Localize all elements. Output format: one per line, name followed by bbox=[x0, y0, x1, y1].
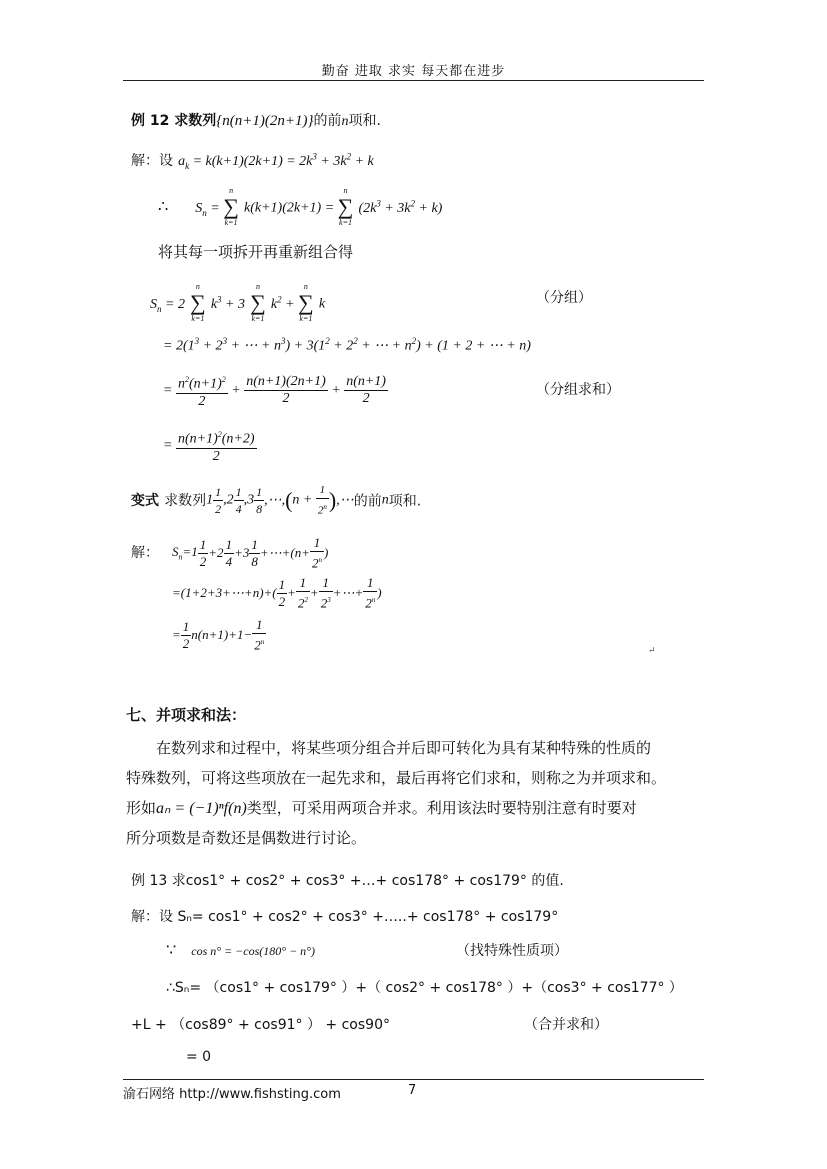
variant-result: = $\frac{1}{2}$ n(n+1)+1− $\frac{1}{2^n}$ bbox=[172, 617, 265, 653]
final-result-12: = $\frac{n(n+1)^2(n+2)}{2}$ bbox=[163, 427, 257, 465]
example-13-title: 例 13 求cos1° + cos2° + cos3° +…+ cos178° + cos179° 的值. bbox=[131, 873, 564, 889]
page-header: 勤奋 进取 求实 每天都在进步 bbox=[321, 64, 506, 79]
variant-sn: $S_n=1$ $\frac{1}{2}$ +2 $\frac{1}{4}$ +3 $\frac{1}{8}$ +⋯+(n+ $\frac{1}{2^n}$ ) bbox=[172, 535, 329, 571]
regroup-text: 将其每一项拆开再重新组合得 bbox=[158, 243, 354, 261]
pairing-line-1: ∴Sₙ= （cos1° + cos179° ）+（ cos2° + cos178° ）+（cos3° + cos177° ） bbox=[166, 980, 683, 996]
fraction-sum: = $\frac{n^2(n+1)^2}{2}$ + $\frac{n(n+1)(2n+1)}{2}$ + $\frac{n(n+1)}{2}$ bbox=[163, 372, 388, 410]
example-13-setup: 解：设 Sₙ= cos1° + cos2° + cos3° +…..+ cos178° + cos179° bbox=[131, 909, 559, 925]
section-7-title: 七、并项求和法： bbox=[126, 706, 247, 724]
sum-symbol: n ∑ k=1 bbox=[337, 186, 354, 227]
example-12-setup: 解：设 $a_k = k(k+1)(2k+1) = 2k^3 + 3k^2 + k$ bbox=[131, 151, 374, 171]
variant-title: 变式 求数列1 $\frac{1}{2}$ ,2 $\frac{1}{4}$ ,3 $\frac{1}{8}$ ,⋯,(n + $\frac{1}{2^n}$ ),⋯的前n项和. bbox=[131, 484, 422, 517]
ak-formula: $a_k = k(k+1)(2k+1) = 2k^3 + 3k^2 + k$ bbox=[178, 151, 374, 171]
section-7-para-line-4: 所分项数是奇数还是偶数进行讨论。 bbox=[126, 829, 367, 847]
footer-site: 渝石网络 http://www.fishsting.com bbox=[123, 1087, 341, 1102]
section-7-para-line-1: 在数列求和过程中，将某些项分组合并后即可转化为具有某种特殊的性质的 bbox=[156, 739, 652, 757]
variant-solution-label: 解： bbox=[131, 545, 159, 561]
section-7-para-line-3: 形如aₙ = (−1)ⁿf(n)类型，可采用两项合并求。利用该法时要特别注意有时要对 bbox=[126, 799, 637, 817]
sum-symbol: n ∑ k=1 bbox=[223, 186, 239, 227]
return-mark: ↵ bbox=[648, 646, 656, 656]
note-group-sum: （分组求和） bbox=[536, 382, 620, 398]
note-special-term: （找特殊性质项） bbox=[456, 943, 568, 959]
because-line: ∵ cos n° = −cos(180° − n°) bbox=[166, 940, 315, 959]
example-12-title: 例 12 求数列{n(n+1)(2n+1)}的前n项和. bbox=[131, 113, 381, 129]
header-rule bbox=[123, 80, 704, 81]
footer-rule bbox=[123, 1079, 704, 1080]
expanded-sum: = $2(1^3 + 2^3$ + ⋯ + $n^3) + 3(1^2 + 2^2$ + ⋯ + $n^2) + (1 + 2$ + ⋯ + n) bbox=[163, 336, 531, 354]
page-number: 7 bbox=[408, 1083, 417, 1098]
sum-symbol: n ∑ k=1 bbox=[298, 282, 314, 323]
variant-split: =(1+2+3+⋯+n)+( $\frac{1}{2}$ + $\frac{1}{2^2}$ + $\frac{1}{2^3}$ +⋯+ $\frac{1}{2^n}$ ) bbox=[172, 575, 382, 611]
note-group: （分组） bbox=[536, 290, 592, 306]
pairing-line-2: +L + （cos89° + cos91° ） + cos90° bbox=[131, 1017, 390, 1033]
result-line: = 0 bbox=[186, 1049, 212, 1065]
section-7-para-line-2: 特殊数列，可将这些项放在一起先求和，最后再将它们求和，则称之为并项求和。 bbox=[126, 769, 667, 787]
grouped-sum: $S_n = 2$ n ∑ k=1 $k^3 + 3$ n ∑ k=1 $k^2$ + n ∑ k=1 k bbox=[150, 282, 326, 323]
sum-symbol: n ∑ k=1 bbox=[250, 282, 266, 323]
sn-definition: ∴ $S_n$ = n ∑ k=1 k(k+1)(2k+1) = n ∑ k=1 $(2k^3 + 3k^2 + k)$ bbox=[158, 186, 443, 227]
sum-symbol: n ∑ k=1 bbox=[190, 282, 206, 323]
note-combine-sum: （合并求和） bbox=[524, 1017, 608, 1033]
